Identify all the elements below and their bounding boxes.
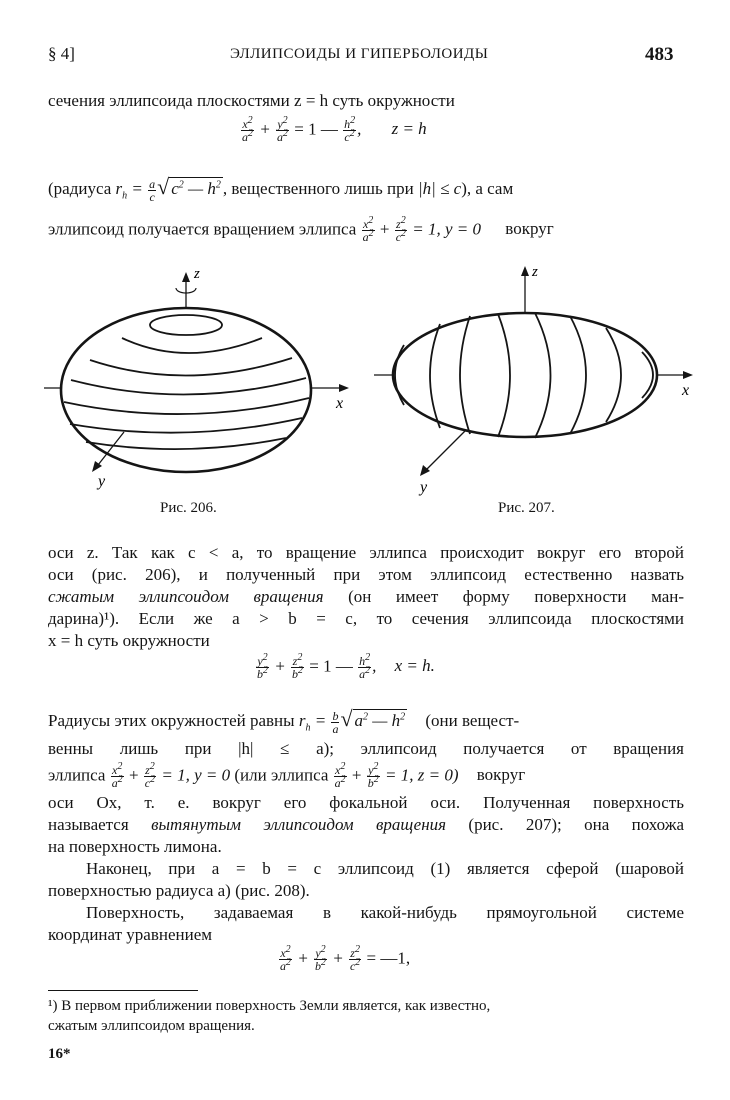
formula-circle-section: $\frac{x^2}{a^2}$ + $\frac{y^2}{a^2}$ = 1 — $\frac{h^2}{c^2}$ , z = h (242, 115, 427, 144)
p1-line1: сечения эллипсоида плоскостями z = h суть окружности (48, 91, 455, 110)
figure-206-oblate-ellipsoid (36, 260, 366, 500)
figure-207-prolate-ellipsoid (370, 260, 710, 500)
p2-line4: дарина)¹). Если же a > b = c, то сечения эллипсоида плоскостями (48, 609, 684, 628)
fig206-x-label: x (336, 395, 344, 412)
running-title: ЭЛЛИПСОИДЫ И ГИПЕРБОЛОИДЫ (230, 46, 489, 62)
figure-207-caption: Рис. 207. (498, 500, 555, 516)
footnote-line1: ¹) В первом приближении поверхность Земли является, как известно, (48, 998, 491, 1014)
footnote-rule (48, 990, 198, 991)
p3-line1: Радиусы этих окружностей равны $r_h$ = $\frac{b}{a}$ √ $a^2$ — $h^2$ (они вещест- (48, 706, 520, 736)
p2-line1: оси z. Так как c < a, то вращение эллипса происходит вокруг его второй (48, 543, 684, 562)
p3-line2: венны лишь при |h| ≤ a); эллипсоид получается от вращения (48, 739, 684, 758)
p5-line1: Поверхность, задаваемая в какой-нибудь прямоугольной системе (86, 903, 684, 922)
p4-line1: Наконец, при a = b = c эллипсоид (1) является сферой (шаровой (86, 859, 684, 878)
p2-line2: оси (рис. 206), и полученный при этом эллипсоид естественно назвать (48, 565, 684, 584)
p1-line2: (радиуса $r_h$ = $\frac{a}{c}$ √ $c^2$ — $h^2$ , вещественного лишь при |h| ≤ c), а сам (48, 174, 514, 204)
p2-line5: x = h суть окружности (48, 631, 210, 650)
p1-line3: эллипсоид получается вращением эллипса $\frac{x^2}{a^2}$ + $\frac{z^2}{c^2}$ = 1, y = 0 вокруг (48, 215, 554, 244)
formula-x-section: $\frac{y^2}{b^2}$ + $\frac{z^2}{b^2}$ = 1 — $\frac{h^2}{a^2}$ , x = h. (257, 652, 435, 681)
figure-206-caption: Рис. 206. (160, 500, 217, 516)
p4-line2: поверхностью радиуса a) (рис. 208). (48, 881, 310, 900)
p3-line6: на поверхность лимона. (48, 837, 222, 856)
p2-line3: сжатым эллипсоидом вращения (он имеет форму поверхности ман- (48, 587, 685, 606)
fig206-y-label: y (98, 473, 106, 490)
em-prolate: вытянутым эллипсоидом вращения (151, 815, 447, 834)
fig207-z-label: z (532, 264, 538, 280)
footnote-line2: сжатым эллипсоидом вращения. (48, 1018, 255, 1034)
fig207-y-label: y (420, 479, 428, 496)
formula-imaginary-ellipsoid: $\frac{x^2}{a^2}$ + $\frac{y^2}{b^2}$ + $\frac{z^2}{c^2}$ = —1, (280, 944, 411, 973)
p3-line5: называется вытянутым эллипсоидом вращения (рис. 207); она похожа (48, 815, 685, 834)
p3-line4: оси Ox, т. е. вокруг его фокальной оси. Полученная поверхность (48, 793, 684, 812)
em-oblate: сжатым эллипсоидом вращения (48, 587, 324, 606)
section-marker: § 4] (48, 44, 75, 63)
p5-line2: координат уравнением (48, 925, 213, 944)
fig206-z-label: z (194, 266, 200, 282)
p3-line3: эллипса $\frac{x^2}{a^2}$ + $\frac{z^2}{c^2}$ = 1, y = 0 (или эллипса $\frac{x^2}{a^2}$ + $\frac{y^2}{b^2}$ = 1, z = 0) вокруг (48, 761, 526, 790)
page-number: 483 (645, 44, 674, 65)
signature-mark: 16* (48, 1046, 71, 1062)
fig207-x-label: x (682, 382, 690, 399)
